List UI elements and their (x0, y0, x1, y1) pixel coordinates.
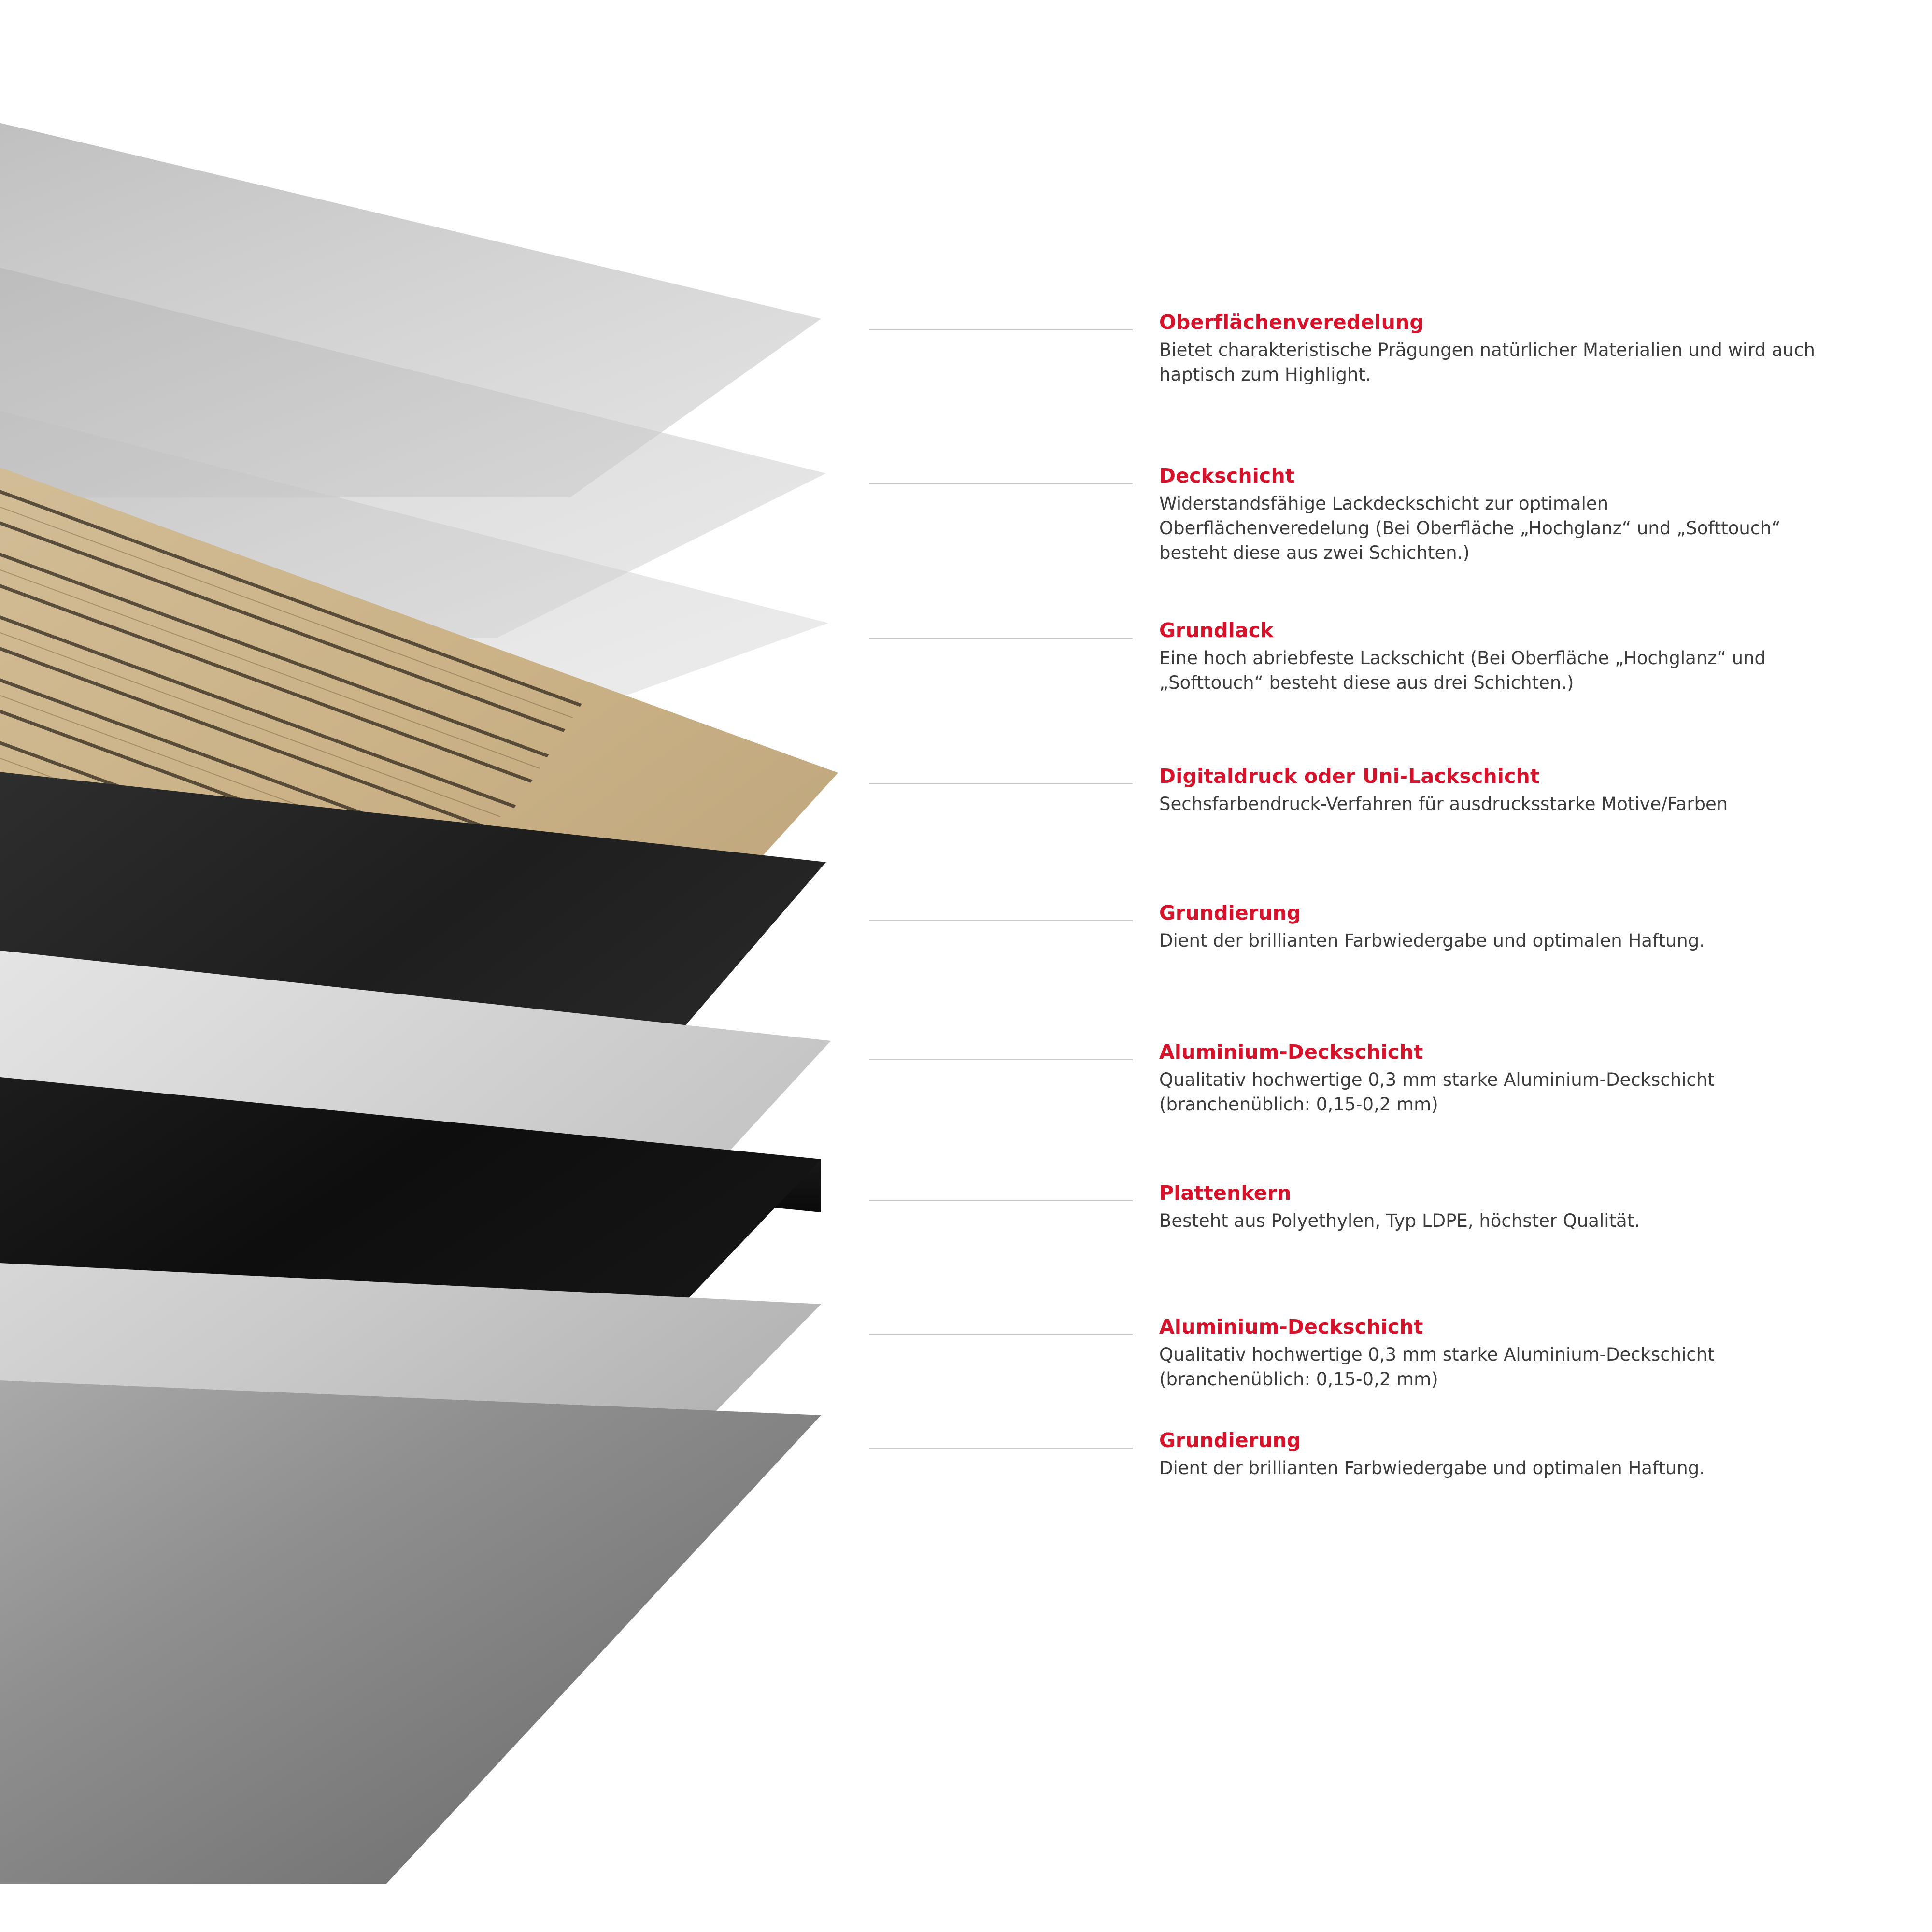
callout-oberflaechenveredelung (1159, 312, 1884, 387)
callout-title: Aluminium-Deckschicht (1159, 1040, 1423, 1064)
leader-line-deckschicht (869, 483, 1133, 484)
leader-line-plattenkern (869, 1200, 1133, 1201)
leader-line-oberflaechenveredelung (869, 329, 1133, 330)
callout-body: Eine hoch abriebfeste Lackschicht (Bei Oberfläche „Hochglanz“ und „Softtouch“ besteht diese aus drei Schichten.) (1159, 648, 1766, 694)
callout-plattenkern (1159, 1182, 1884, 1233)
callout-body: Qualitativ hochwertige 0,3 mm starke Aluminium-Deckschicht (branchenüblich: 0,15-0,2 mm) (1159, 1344, 1715, 1390)
leader-line-aluminium-deckschicht-unten (869, 1334, 1133, 1335)
callout-title: Grundlack (1159, 619, 1274, 642)
callout-grundlack (1159, 620, 1884, 695)
callout-title: Aluminium-Deckschicht (1159, 1315, 1423, 1338)
callout-body: Dient der brillianten Farbwiedergabe und optimalen Haftung. (1159, 1458, 1705, 1479)
callout-body: Sechsfarbendruck-Verfahren für ausdrucksstarke Motive/Farben (1159, 794, 1728, 815)
callout-grundierung-oben (1159, 902, 1884, 953)
leader-line-grundierung-oben (869, 920, 1133, 921)
leader-line-grundlack (869, 638, 1133, 639)
leader-line-digitaldruck (869, 783, 1133, 784)
callout-title: Plattenkern (1159, 1181, 1292, 1205)
callout-title: Grundierung (1159, 1429, 1301, 1452)
callout-deckschicht (1159, 465, 1884, 565)
callout-body: Dient der brillianten Farbwiedergabe und optimalen Haftung. (1159, 930, 1705, 952)
callout-title: Oberflächenveredelung (1159, 311, 1424, 334)
exploded-layer-illustration (0, 0, 894, 1932)
callout-body: Besteht aus Polyethylen, Typ LDPE, höchster Qualität. (1159, 1210, 1640, 1232)
callout-title: Deckschicht (1159, 464, 1295, 487)
callout-body: Widerstandsfähige Lackdeckschicht zur optimalen Oberflächenveredelung (Bei Oberfläche „Hochglanz“ und „Softtouch“ besteht diese aus zwei Schichten.) (1159, 493, 1781, 564)
callout-title: Digitaldruck oder Uni-Lackschicht (1159, 765, 1540, 788)
leader-line-aluminium-deckschicht-oben (869, 1059, 1133, 1060)
layer-stack-svg (0, 0, 894, 1932)
callout-grundierung-unten (1159, 1430, 1884, 1480)
callout-body: Bietet charakteristische Prägungen natürlicher Materialien und wird auch haptisch zum Highlight. (1159, 340, 1815, 385)
callout-aluminium-deckschicht-oben (1159, 1041, 1884, 1117)
callout-digitaldruck (1159, 766, 1884, 816)
callout-body: Qualitativ hochwertige 0,3 mm starke Aluminium-Deckschicht (branchenüblich: 0,15-0,2 mm) (1159, 1069, 1715, 1115)
callout-title: Grundierung (1159, 901, 1301, 924)
leader-line-grundierung-unten (869, 1448, 1133, 1449)
callout-aluminium-deckschicht-unten (1159, 1316, 1884, 1392)
sheet-primer-bottom (0, 1362, 821, 1884)
